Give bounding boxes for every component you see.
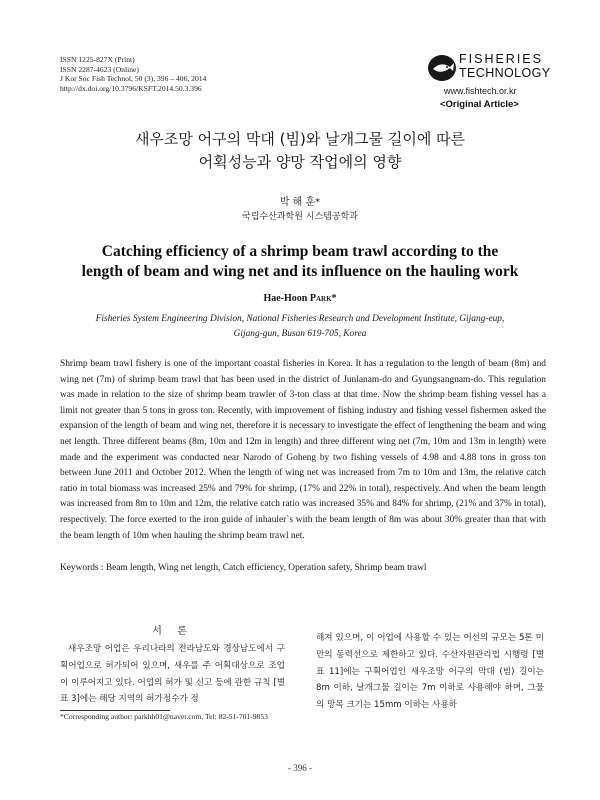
article-type: <Original Article> (440, 99, 519, 110)
body-right-column (316, 630, 544, 714)
journal-metadata (60, 55, 206, 93)
english-title-line-2: length of beam and wing net and its influence on the hauling work (81, 263, 519, 280)
doi-link[interactable]: http://dx.doi.org/10.3796/KSFT.2014.50.3.396 (60, 83, 202, 93)
body-text-left: 새우조망 어업은 우리나라의 전라남도와 경상남도에서 구획어업으로 허가되어 있으며, 새우를 주 어획대상으로 조업이 이루어지고 있다. 어업의 허가 및 신고 등에 관한 규칙 [별표 3]에는 해당 지역의 허가정수가 정 (60, 644, 285, 705)
logo-word-fisheries: FISHERIES (459, 52, 543, 66)
korean-author: 박 해 훈* (279, 197, 321, 208)
section-heading-introduction: 서 론 (152, 626, 193, 637)
body-text-right: 해져 있으며, 이 어업에 사용할 수 있는 어선의 규모는 5톤 미만의 동력선으로 제한하고 있다. 수산자원관리법 시행령 [별표 11]에는 구획어업인 새우조망 어구의 막대 (빔) 길이는 8m 이하, 날개그물 길이는 7m 이하로 사용해야 하며, 그물의 망목 크기는 15mm 이하는 사용하 (316, 633, 544, 711)
author-given-name: Hae-Hoon (263, 293, 310, 304)
english-author (0, 293, 600, 304)
english-title-line-1: Catching efficiency of a shrimp beam trawl according to the (101, 243, 499, 260)
english-affiliation-line-2: Gijang-gun, Busan 619-705, Korea (233, 329, 367, 339)
fish-icon (427, 54, 457, 82)
issn-online: ISSN 2287-4623 (Online) (60, 64, 139, 74)
korean-title-line-2: 어획성능과 양망 작업에의 영향 (198, 153, 402, 171)
korean-title-line-1: 새우조망 어구의 막대 (빔)와 날개그물 길이에 따른 (134, 130, 466, 148)
page-number: - 396 - (288, 763, 312, 773)
author-mark: * (331, 293, 337, 304)
logo-word-technology: TECHNOLOGY (459, 66, 551, 80)
english-affiliation-line-1: Fisheries System Engineering Division, National Fisheries Research and Development Institute, Gijang-eup, (95, 314, 505, 324)
journal-website[interactable]: www.fishtech.or.kr (444, 86, 517, 96)
keywords: Keywords : Beam length, Wing net length, Catch efficiency, Operation safety, Shrimp beam trawl (60, 563, 427, 573)
korean-affiliation: 국립수산과학원 시스템공학과 (242, 212, 358, 222)
corresponding-author-footnote: *Corresponding author: parkhh01@naver.com, Tel: 82-51-701-9853 (60, 712, 268, 721)
author-family-name: Park (309, 293, 332, 304)
journal-reference: J Kor Soc Fish Technol, 50 (3), 396 – 406, 2014 (60, 74, 207, 84)
footnote-divider (60, 710, 170, 711)
abstract: Shrimp beam trawl fishery is one of the important coastal fisheries in Korea. It has a regulation to the length of beam (8m) and wing net (7m) of shrimp beam trawl that has been used in the district of Junlanam-do and Gyungsangnam-do. This regulation was made in relation to the size of shrimp beam trawler of 3-ton class at that time. Now the shrimp beam fishing vessel has a limit not greater than 5 tons in gross ton. Recently, with improvement of fishing industry and fishing vessel fishermen asked the expansion of the length of beam and wing net, therefore it is necessary to investigate the effect of lengthening the beam and wing net length. Three different beams (8m, 10m and 12m in length) and three different wing net (7m, 10m and 13m in length) were made and the experiment was conducted near Narodo of Goheng by two fishing vessels of 4.98 and 4.88 tons in gross ton between June 2011 and October 2012. When the length of wing net was increased from 7m to 10m and 13m, the relative catch ratio in total biomass was increased 25% and 79% for shrimp, (17% and 22% in total), respectively. And when the beam length was increased from 8m to 10m and 12m, the relative catch ratio was increased 35% and 84% for shrimp, (21% and 37% in total), respectively. The force exerted to the iron guide of inhauler`s with the beam length of 8m was about 30% greater than that with the beam length of 10m when hauling the shrimp beam trawl net. (60, 359, 546, 541)
issn-print: ISSN 1225-827X (Print) (60, 55, 135, 64)
journal-logo (427, 52, 551, 84)
body-left-column (60, 622, 285, 708)
